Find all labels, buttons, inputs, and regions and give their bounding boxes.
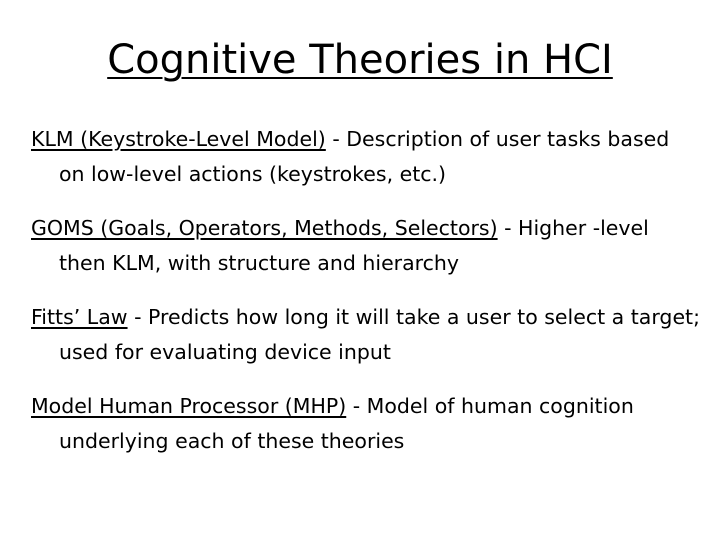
theory-item-klm bbox=[31, 122, 701, 192]
theory-item-mhp bbox=[31, 389, 701, 459]
theory-item-goms bbox=[31, 211, 701, 281]
slide-title: Cognitive Theories in HCI bbox=[107, 37, 613, 83]
theory-term: KLM (Keystroke-Level Model) bbox=[31, 127, 326, 151]
theory-list bbox=[31, 122, 701, 478]
theory-item-fitts-law bbox=[31, 300, 701, 370]
theory-term: Model Human Processor (MHP) bbox=[31, 394, 347, 418]
theory-term: GOMS (Goals, Operators, Methods, Selectors) bbox=[31, 216, 498, 240]
theory-description: - Higher -level then KLM, with structure and hierarchy bbox=[59, 216, 649, 275]
theory-description: - Model of human cognition underlying each of these theories bbox=[59, 394, 634, 453]
theory-description: - Predicts how long it will take a user to select a target; used for evaluating device input bbox=[59, 305, 700, 364]
theory-term: Fitts’ Law bbox=[31, 305, 128, 329]
theory-description: - Description of user tasks based on low-level actions (keystrokes, etc.) bbox=[59, 127, 670, 186]
